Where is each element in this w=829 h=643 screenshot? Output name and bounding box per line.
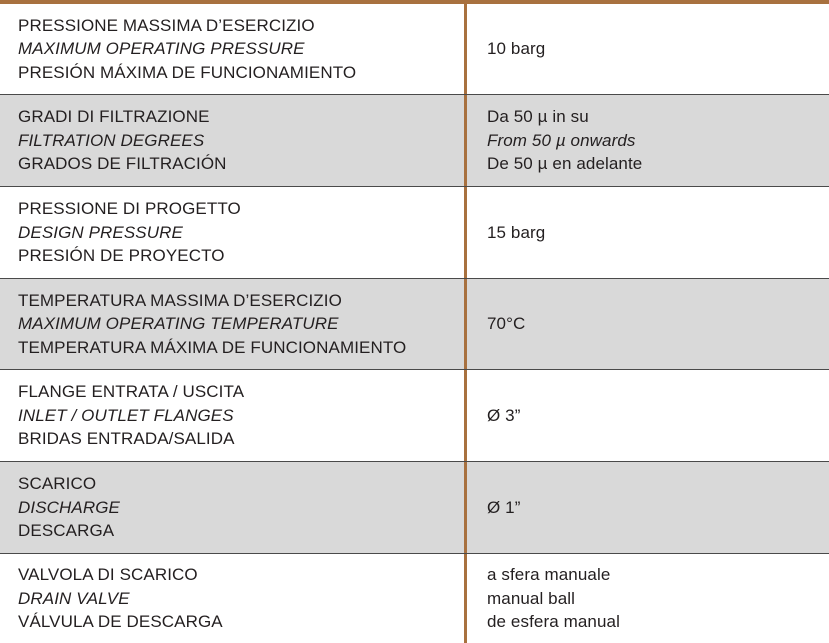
label-english: MAXIMUM OPERATING TEMPERATURE — [18, 314, 339, 334]
row-value-cell — [467, 554, 829, 643]
label-spanish: PRESIÓN DE PROYECTO — [18, 246, 225, 266]
row-label-cell — [0, 4, 467, 94]
label-english: DESIGN PRESSURE — [18, 222, 183, 242]
label-italian: GRADI DI FILTRAZIONE — [18, 107, 210, 127]
table-row — [0, 370, 829, 462]
label-spanish: VÁLVULA DE DESCARGA — [18, 612, 223, 632]
row-value-cell — [467, 462, 829, 553]
label-spanish: GRADOS DE FILTRACIÓN — [18, 154, 227, 174]
value-italian: Da 50 µ in su — [487, 107, 589, 127]
value-text: 15 barg — [487, 222, 546, 242]
row-label-cell — [0, 95, 467, 186]
value-spanish: De 50 µ en adelante — [487, 154, 643, 174]
label-italian: TEMPERATURA MASSIMA D’ESERCIZIO — [18, 290, 342, 310]
row-value-cell — [467, 95, 829, 186]
row-label-cell — [0, 187, 467, 278]
row-value-cell — [467, 4, 829, 94]
label-english: MAXIMUM OPERATING PRESSURE — [18, 39, 305, 59]
label-italian: VALVOLA DI SCARICO — [18, 565, 198, 585]
value-english: From 50 µ onwards — [487, 130, 636, 150]
table-row — [0, 554, 829, 643]
row-value-cell — [467, 279, 829, 369]
label-english: FILTRATION DEGREES — [18, 130, 205, 150]
label-spanish: DESCARGA — [18, 521, 115, 541]
label-italian: FLANGE ENTRATA / USCITA — [18, 382, 245, 402]
table-row — [0, 462, 829, 554]
table-row — [0, 95, 829, 187]
label-italian: PRESSIONE MASSIMA D’ESERCIZIO — [18, 15, 315, 35]
row-label-cell — [0, 462, 467, 553]
row-value-cell — [467, 187, 829, 278]
row-label-cell — [0, 279, 467, 369]
label-spanish: BRIDAS ENTRADA/SALIDA — [18, 429, 235, 449]
value-text: Ø 3” — [487, 405, 521, 425]
table-row — [0, 4, 829, 95]
label-spanish: TEMPERATURA MÁXIMA DE FUNCIONAMIENTO — [18, 337, 407, 357]
label-english: INLET / OUTLET FLANGES — [18, 405, 234, 425]
row-value-cell — [467, 370, 829, 461]
table-row — [0, 279, 829, 370]
value-italian: a sfera manuale — [487, 565, 611, 585]
value-spanish: de esfera manual — [487, 612, 620, 632]
row-label-cell — [0, 370, 467, 461]
value-text: Ø 1” — [487, 497, 521, 517]
label-italian: PRESSIONE DI PROGETTO — [18, 199, 241, 219]
label-spanish: PRESIÓN MÁXIMA DE FUNCIONAMIENTO — [18, 62, 357, 82]
label-english: DRAIN VALVE — [18, 588, 130, 608]
table-row — [0, 187, 829, 279]
value-text: 70°C — [487, 314, 526, 334]
label-english: DISCHARGE — [18, 497, 120, 517]
value-english: manual ball — [487, 588, 576, 608]
value-text: 10 barg — [487, 39, 546, 59]
label-italian: SCARICO — [18, 474, 97, 494]
row-label-cell — [0, 554, 467, 643]
